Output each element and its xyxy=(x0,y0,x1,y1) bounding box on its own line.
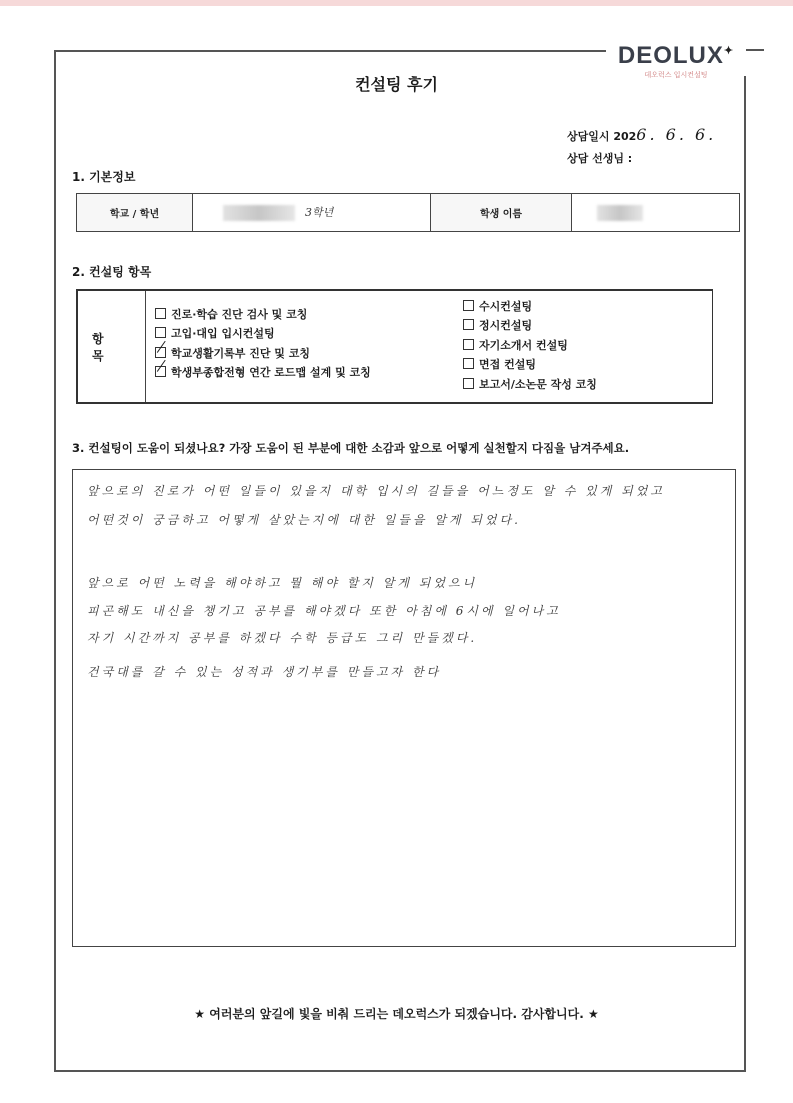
consult-teacher-label: 상담 선생님 : xyxy=(567,152,633,165)
checkbox[interactable] xyxy=(463,300,474,311)
item-right-1[interactable]: 수시컨설팅 xyxy=(463,297,597,316)
answer-line: 어떤것이 궁금하고 어떻게 살았는지에 대한 일들을 알게 되었다. xyxy=(87,513,521,527)
item-right-5[interactable]: 보고서/소논문 작성 코칭 xyxy=(463,375,597,394)
answer-line: 자기 시간까지 공부를 하겠다 수학 등급도 그리 만들겠다. xyxy=(87,631,478,645)
answer-line: 앞으로 어떤 노력을 해야하고 뭘 해야 할지 알게 되었으니 xyxy=(87,576,478,590)
section1-heading: 1. 기본정보 xyxy=(72,170,136,184)
student-name-label: 학생 이름 xyxy=(431,194,572,232)
sparkle-icon: ✦ xyxy=(723,45,735,57)
frame-line-segment xyxy=(746,49,764,51)
redacted-student-name xyxy=(597,205,643,221)
section3-question: 3. 컨설팅이 도움이 되셨나요? 가장 도움이 된 부분에 대한 소감과 앞으로 어떻게 실천할지 다짐을 남겨주세요. xyxy=(72,441,630,455)
school-grade-label: 학교 / 학년 xyxy=(77,194,193,232)
section2-heading: 2. 컨설팅 항목 xyxy=(72,265,152,279)
logo-tagline: 데오럭스 입시컨설팅 xyxy=(644,71,708,79)
footer-message: ★ 여러분의 앞길에 빛을 비춰 드리는 데오럭스가 되겠습니다. 감사합니다. ★ xyxy=(194,1007,599,1021)
item-right-4[interactable]: 면접 컨설팅 xyxy=(463,355,597,374)
checkbox-checked[interactable] xyxy=(155,347,166,358)
checkbox[interactable] xyxy=(463,378,474,389)
page-title: 컨설팅 후기 xyxy=(355,75,438,94)
checkbox[interactable] xyxy=(463,319,474,330)
answer-line: 앞으로의 진로가 어떤 일들이 있을지 대학 입시의 길들을 어느정도 알 수 있게 되었고 xyxy=(87,484,665,498)
item-left-4[interactable]: 학생부종합전형 연간 로드맵 설계 및 코칭 xyxy=(155,363,371,382)
checkbox[interactable] xyxy=(463,339,474,350)
checkbox[interactable] xyxy=(155,327,166,338)
basic-info-table xyxy=(76,193,740,232)
consult-info xyxy=(567,124,716,170)
items-right-column xyxy=(463,297,597,394)
brand-logo xyxy=(606,32,746,79)
consult-date-label: 상담일시 202 xyxy=(567,130,637,143)
item-left-1[interactable]: 진로·학습 진단 검사 및 코칭 xyxy=(155,305,371,324)
checkbox-checked[interactable] xyxy=(155,366,166,377)
logo-text: DEOLUX xyxy=(617,42,724,69)
redacted-school xyxy=(223,205,295,221)
top-color-strip xyxy=(0,0,793,6)
checkbox[interactable] xyxy=(155,308,166,319)
consulting-items-box xyxy=(76,289,713,404)
answer-line: 피곤해도 내신을 챙기고 공부를 해야겠다 또한 아침에 6시에 일어나고 xyxy=(87,604,561,618)
checkbox[interactable] xyxy=(463,358,474,369)
items-left-column xyxy=(155,305,371,383)
items-label: 항 목 xyxy=(78,291,146,402)
grade-value: 3학년 xyxy=(305,206,334,219)
student-name-value-cell xyxy=(572,194,740,232)
item-left-2[interactable]: 고입·대입 입시컨설팅 xyxy=(155,324,371,343)
school-grade-value-cell xyxy=(193,194,431,232)
item-right-3[interactable]: 자기소개서 컨설팅 xyxy=(463,336,597,355)
consult-date xyxy=(567,124,716,148)
answer-text-area[interactable] xyxy=(72,469,736,947)
item-left-3[interactable]: 학교생활기록부 진단 및 코칭 xyxy=(155,344,371,363)
consult-date-value: 6. 6. 6. xyxy=(636,125,717,144)
answer-line: 건국대를 갈 수 있는 성적과 생기부를 만들고자 한다 xyxy=(87,665,442,679)
item-right-2[interactable]: 정시컨설팅 xyxy=(463,316,597,335)
